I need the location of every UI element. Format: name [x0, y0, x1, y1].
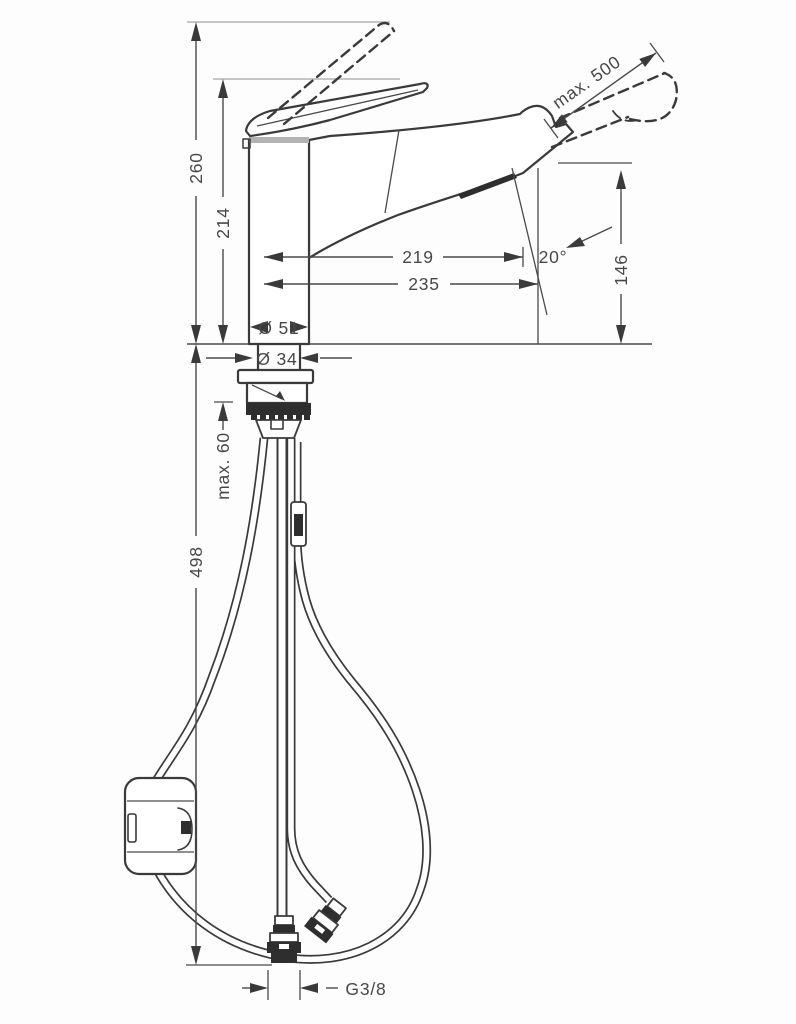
dimension-countertop-thickness: [213, 402, 233, 500]
supply-connector-straight: [267, 916, 301, 963]
dimension-spray-angle: [539, 227, 612, 267]
dimension-height-to-spout: [213, 79, 233, 344]
dim-label-max60: max. 60: [213, 432, 233, 500]
dimension-overall-height: [186, 22, 206, 344]
faucet-body: [243, 137, 309, 344]
extension-lines: [187, 22, 400, 79]
supply-connector-diagonal: [304, 895, 351, 944]
dim-label-498: 498: [186, 546, 206, 578]
dim-label-260: 260: [186, 152, 206, 184]
mounting-base: [247, 383, 307, 403]
hose-tag: [291, 502, 306, 546]
dim-label-146: 146: [611, 254, 631, 286]
dim-label-d51: Ø 51: [258, 318, 300, 338]
dim-label-20deg: 20°: [538, 247, 568, 267]
dimension-shank-diameter: [206, 349, 352, 369]
spray-angle-line: [512, 168, 547, 315]
dimension-aerator-height: [611, 170, 631, 344]
dim-label-g38: G3/8: [345, 979, 387, 999]
body-joint-band: [249, 137, 309, 143]
dimension-base-diameter: [250, 318, 308, 338]
dim-label-235: 235: [408, 274, 440, 294]
handle-lever: [246, 83, 428, 136]
dimension-supply-connection: [242, 979, 387, 999]
dim-label-219: 219: [402, 247, 434, 267]
dim-label-d34: Ø 34: [256, 349, 298, 369]
hose-counterweight: [125, 778, 196, 874]
dim-label-214: 214: [213, 207, 233, 239]
mounting-nut: [246, 403, 311, 415]
spout: [309, 106, 573, 258]
dim-label-max500: max. 500: [548, 51, 625, 113]
escutcheon-washer: [238, 370, 313, 383]
